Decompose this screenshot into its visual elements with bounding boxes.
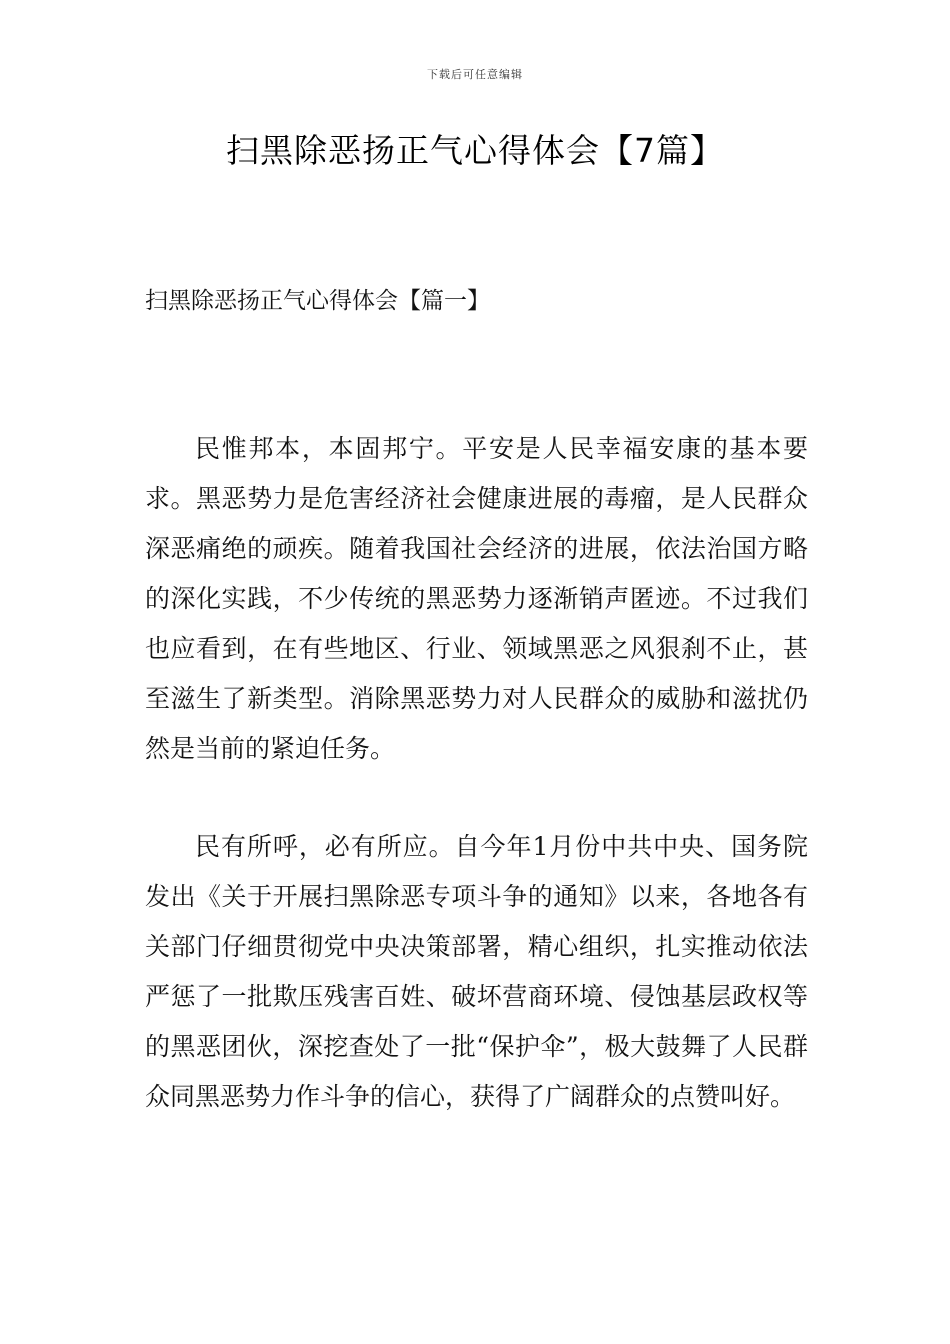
body-paragraph-1: 民惟邦本，本固邦宁。平安是人民幸福安康的基本要求。黑恶势力是危害经济社会健康进展的毒瘤，是人民群众深恶痛绝的顽疾。随着我国社会经济的进展，依法治国方略的深化实践，不少传统的黑恶势力逐渐销声匿迹。不过我们也应看到，在有些地区、行业、领域黑恶之风狠刹不止，甚至滋生了新类型。消除黑恶势力对人民群众的威胁和滋扰仍然是当前的紧迫任务。 — [145, 434, 808, 763]
body-paragraph-2: 民有所呼，必有所应。自今年1月份中共中央、国务院发出《关于开展扫黑除恶专项斗争的通知》以来，各地各有关部门仔细贯彻党中央决策部署，精心组织，扎实推动依法严惩了一批欺压残害百姓、破坏营商环境、侵蚀基层政权等的黑恶团伙，深挖查处了一批“保护伞”，极大鼓舞了人民群众同黑恶势力作斗争的信心，获得了广阔群众的点赞叫好。 — [145, 832, 808, 1111]
header-note: 下载后可任意编辑 — [427, 68, 523, 81]
section-heading: 扫黑除恶扬正气心得体会【篇一】 — [145, 288, 490, 314]
document-title: 扫黑除恶扬正气心得体会【7篇】 — [226, 131, 724, 170]
